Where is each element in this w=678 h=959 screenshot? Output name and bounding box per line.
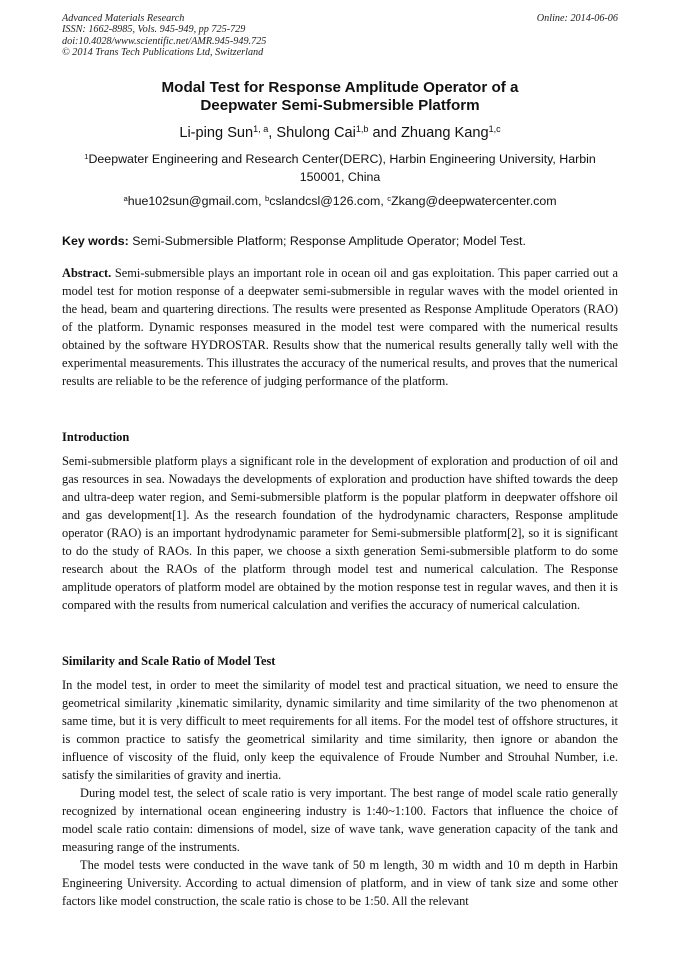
online-date: Online: 2014-06-06: [536, 13, 618, 24]
email-link: Zkang@deepwatercenter.com: [391, 194, 557, 208]
affiliation-mark: 1: [84, 152, 89, 162]
author-list: [62, 124, 618, 142]
abstract-paragraph: [62, 264, 618, 390]
section-heading-similarity: Similarity and Scale Ratio of Model Test: [62, 654, 276, 668]
author-affil-mark: 1,b: [355, 124, 369, 135]
affiliation-line-2: 150001, China: [299, 170, 381, 184]
section-heading-introduction: Introduction: [62, 430, 130, 444]
author-name: Zhuang Kang: [400, 125, 489, 141]
doi-line: doi:10.4028/www.scientific.net/AMR.945-949.725: [62, 35, 267, 47]
author-name: Shulong Cai: [276, 125, 356, 141]
email-mark: a: [123, 194, 128, 204]
author-separator: ,: [268, 125, 277, 141]
email-mark: b: [264, 194, 270, 204]
introduction-paragraph: Semi-submersible platform plays a significant role in the development of exploration and production of oil and gas resources in sea. Nowadays the developments of exploration and production have shifted towards the deep and ultra-deep water region, and Semi-submersible platform is the popular platform in deepwater offshore oil and gas development[1]. As the research foundation of the hydrodynamic characters, Response amplitude operator (RAO) is an important hydrodynamic parameter for Semi-submersible platform[2], so it is significant to do the study of RAOs. In this paper, we choose a sixth generation Semi-submersible platform to do some research about the RAOs of the platform through model test and numerical calculation. The Response amplitude operators of platform model are obtained by the motion response test in regular waves, and then it is compared with the results from numerical calculation and verifies the accuracy of numerical calculation.: [62, 454, 618, 613]
title-line-2: Deepwater Semi-Submersible Platform: [200, 96, 480, 114]
similarity-paragraph-3: The model tests were conducted in the wave tank of 50 m length, 30 m width and 10 m depth in Harbin Engineering University. According to actual dimension of platform, and in view of tank size and some other factors like model construction, the scale ratio is chose to be 1:50. All the relevant: [62, 858, 618, 909]
similarity-paragraph-1: In the model test, in order to meet the similarity of model test and practical situation, we need to ensure the geometrical similarity ,kinematic similarity, dynamic similarity and time similarity of the two phenomenon at same time, but it is very difficult to meet requirements for all items. For the model test of offshore structures, it is common practice to satisfy the geometrical similarity and time similarity, then ignore or abandon the influence of viscosity of the fluid, only keep the equivalence of Froude Number and Strouhal Number, i.e. satisfy the similarities of gravity and inertia.: [62, 678, 618, 783]
affiliation: [62, 150, 618, 186]
author-separator: and: [368, 125, 401, 141]
email-mark: c: [387, 194, 392, 204]
affiliation-line-1: Deepwater Engineering and Research Center(DERC), Harbin Engineering University, Harbin: [88, 152, 596, 166]
publication-header: [62, 13, 618, 59]
journal-name: Advanced Materials Research: [62, 13, 185, 24]
similarity-paragraph-2: During model test, the select of scale ratio is very important. The best range of model scale ratio generally recognized by international ocean engineering industry is 1:40~1:100. Factors that influence the choice of model scale ratio contain: dimensions of model, size of wave tank, wave generation capacity of the tank and measuring range of the instruments.: [62, 786, 618, 855]
author-affil-mark: 1,c: [488, 124, 501, 135]
abstract-text: Semi-submersible plays an important role in ocean oil and gas exploitation. This paper carried out a model test for motion response of a deepwater semi-submersible in regular waves with the model oriented in the head, beam and quartering directions. The results were presented as Response Amplitude Operators (RAO) of the platform. Dynamic responses measured in the model test were compared with the numerical results obtained by the software HYDROSTAR. Results show that the numerical results generally tally well with the experimental measurements. This illustrates the accuracy of the numerical results, and proves that the numerical results are reliable to be the reference of judging performance of the platform.: [62, 266, 618, 389]
author-affil-mark: 1, a: [253, 124, 269, 135]
author-emails: [62, 193, 618, 209]
keywords-text: Semi-Submersible Platform; Response Amplitude Operator; Model Test.: [128, 234, 526, 248]
keywords: [62, 233, 618, 249]
issn-line: ISSN: 1662-8985, Vols. 945-949, pp 725-729: [62, 24, 246, 36]
title-line-1: Modal Test for Response Amplitude Operator of a: [161, 79, 519, 96]
email-link: hue102sun@gmail.com,: [127, 194, 265, 208]
paper-title: [62, 79, 618, 114]
author-name: Li-ping Sun: [179, 125, 254, 141]
copyright-line: © 2014 Trans Tech Publications Ltd, Switzerland: [62, 47, 264, 59]
email-link: cslandcsl@126.com,: [269, 194, 388, 208]
keywords-label: Key words:: [62, 234, 129, 248]
abstract-label: Abstract.: [62, 266, 112, 280]
